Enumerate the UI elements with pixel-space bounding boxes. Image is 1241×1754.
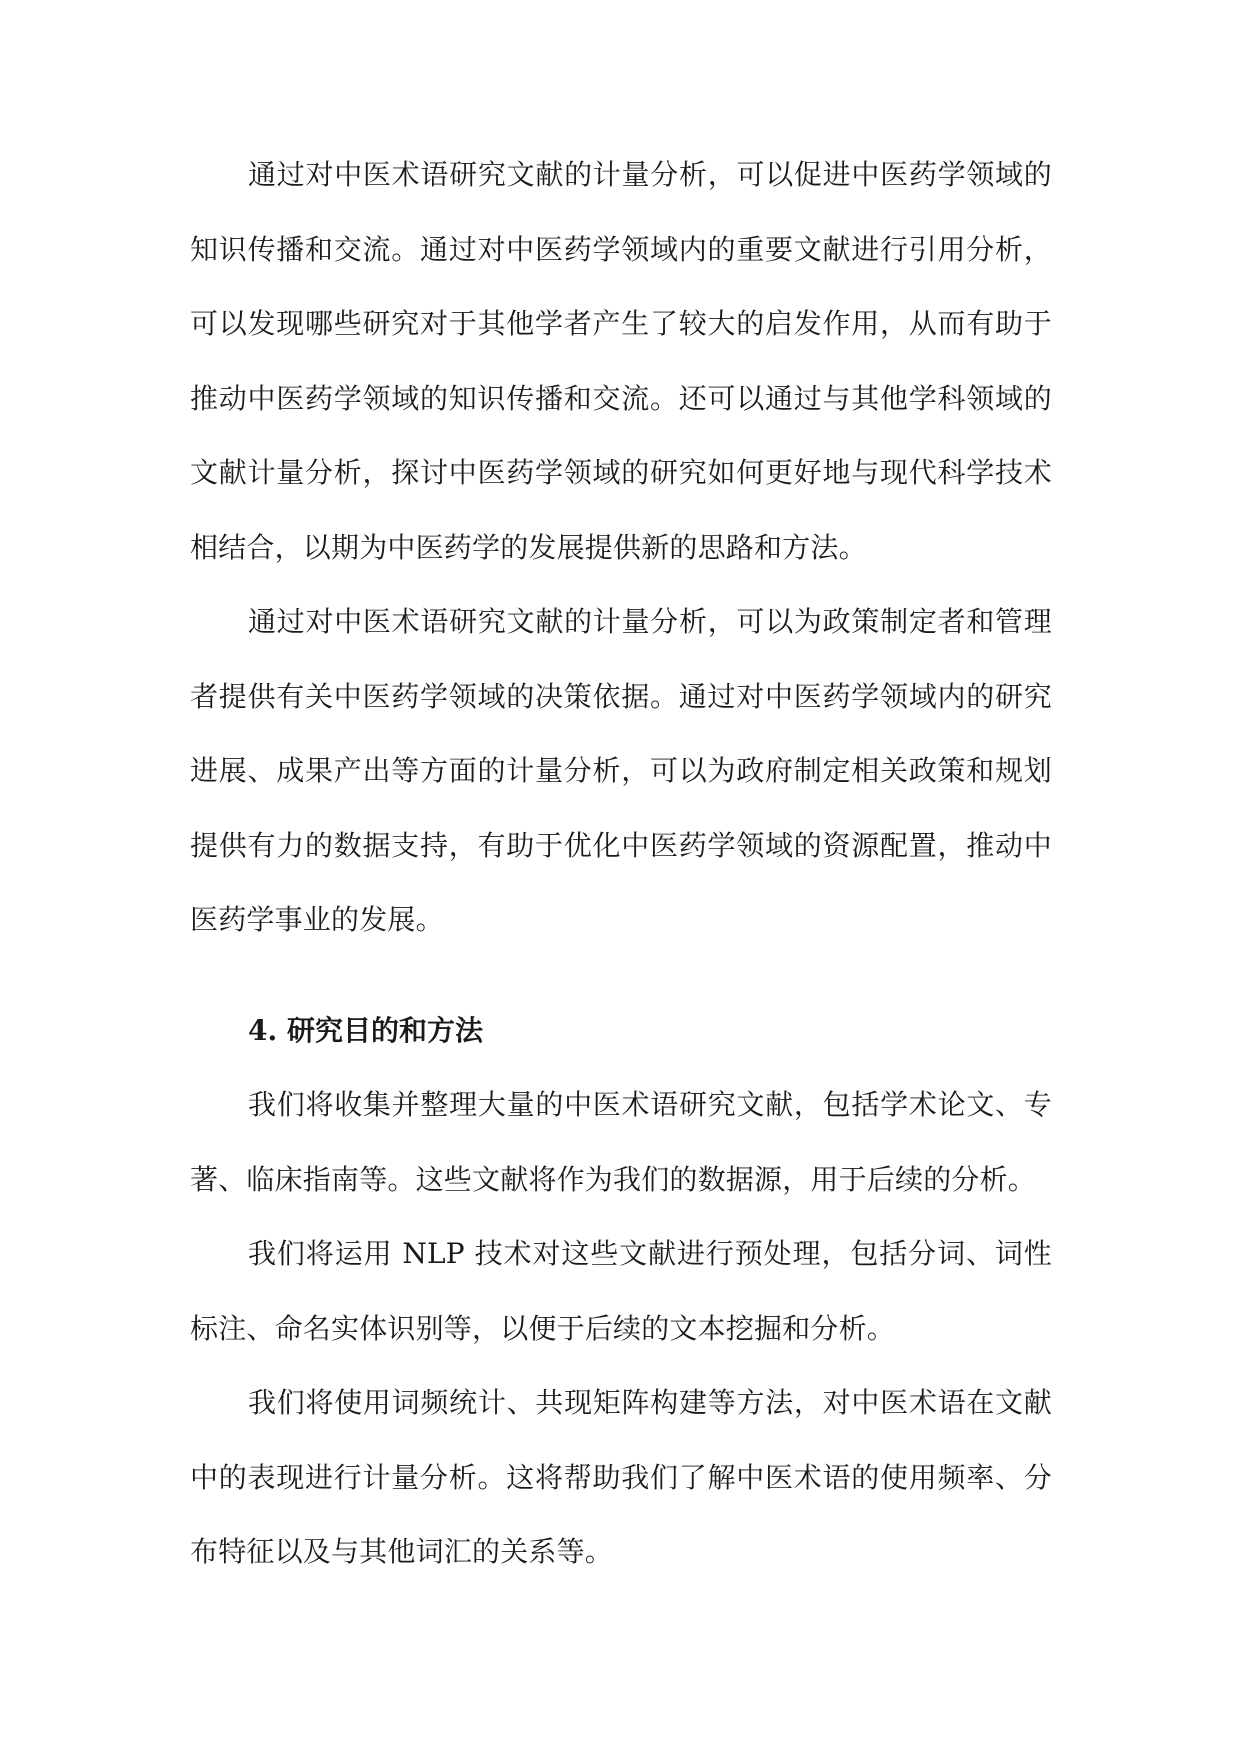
paragraph-policy-basis: 通过对中医术语研究文献的计量分析，可以为政策制定者和管理者提供有关中医药学领域的决策依据。通过对中医药学领域内的研究进展、成果产出等方面的计量分析，可以为政府制定相关政策和规划提供有力的数据支持，有助于优化中医药学领域的资源配置，推动中医药学事业的发展。 xyxy=(190,605,1052,936)
section-heading: 4. 研究目的和方法 xyxy=(248,1013,483,1047)
paragraph-nlp-preprocessing: 我们将运用 NLP 技术对这些文献进行预处理，包括分词、词性标注、命名实体识别等，以便于后续的文本挖掘和分析。 xyxy=(190,1237,1052,1345)
document-body xyxy=(190,138,1052,1590)
paragraph-knowledge-dissemination: 通过对中医术语研究文献的计量分析，可以促进中医药学领域的知识传播和交流。通过对中医药学领域内的重要文献进行引用分析，可以发现哪些研究对于其他学者产生了较大的启发作用，从而有助于推动中医药学领域的知识传播和交流。还可以通过与其他学科领域的文献计量分析，探讨中医药学领域的研究如何更好地与现代科学技术相结合，以期为中医药学的发展提供新的思路和方法。 xyxy=(190,158,1052,564)
paragraph-data-collection: 我们将收集并整理大量的中医术语研究文献，包括学术论文、专著、临床指南等。这些文献将作为我们的数据源，用于后续的分析。 xyxy=(190,1088,1052,1196)
paragraph-bibliometric-analysis: 我们将使用词频统计、共现矩阵构建等方法，对中医术语在文献中的表现进行计量分析。这将帮助我们了解中医术语的使用频率、分布特征以及与其他词汇的关系等。 xyxy=(190,1386,1052,1568)
